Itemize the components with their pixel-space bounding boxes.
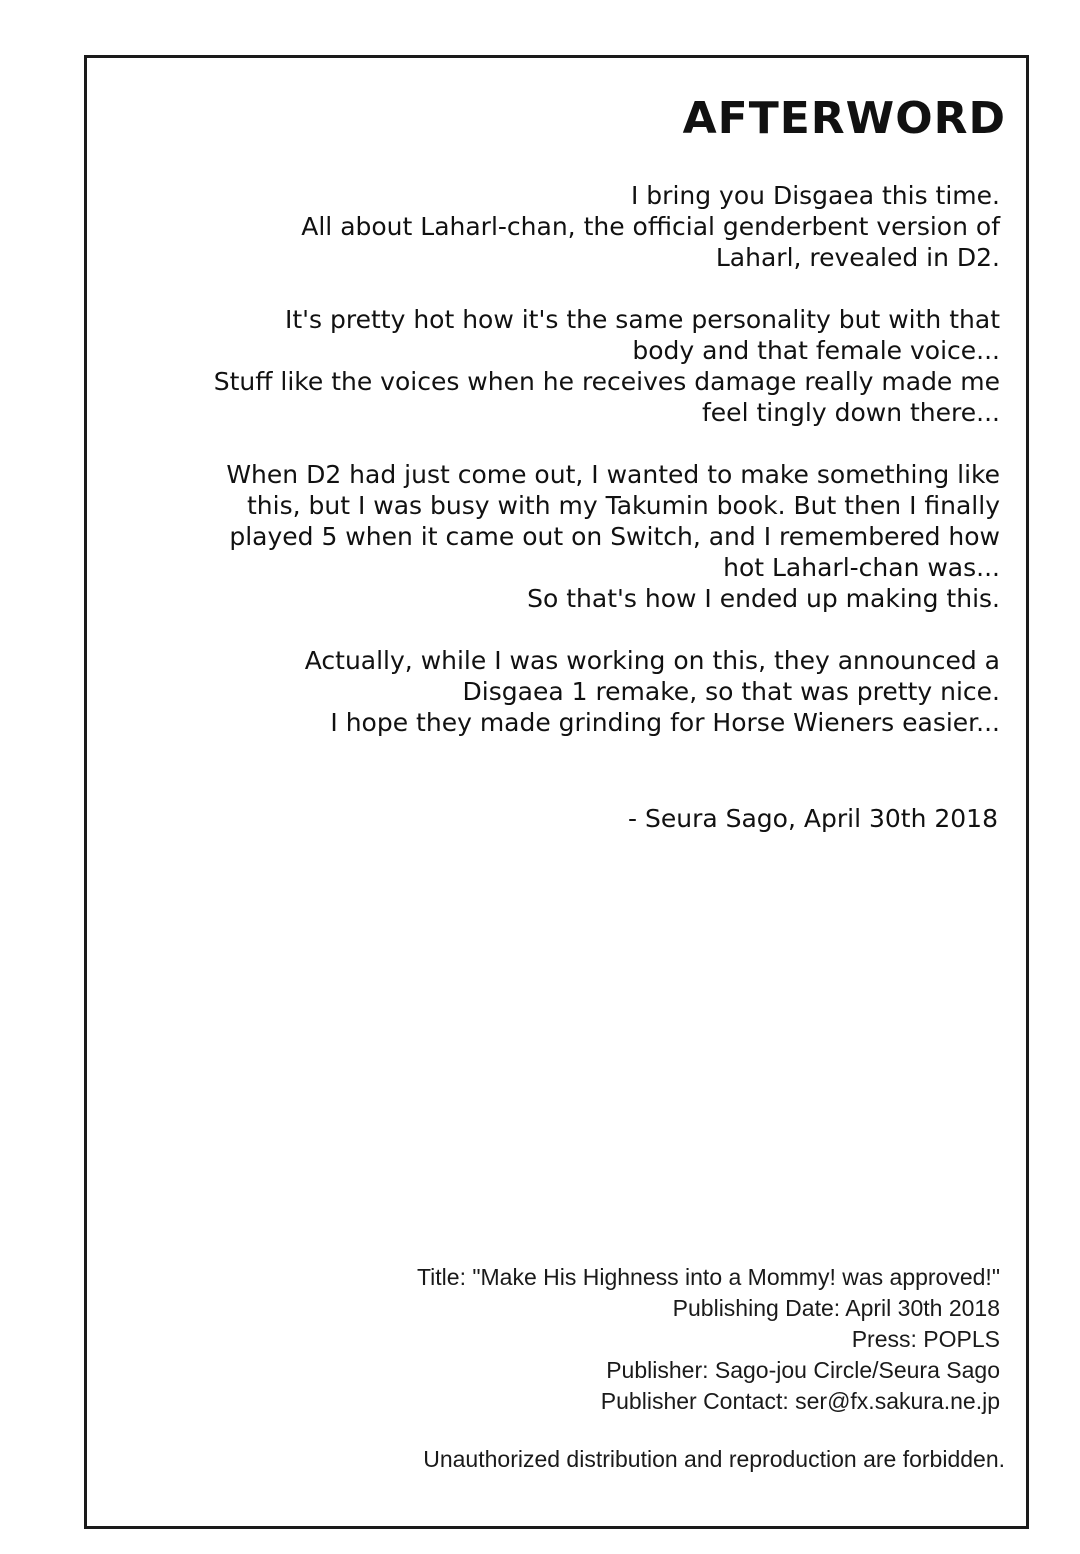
text-line: All about Laharl-chan, the official genderbent version of [301, 212, 1000, 241]
colophon-contact: Publisher Contact: ser@fx.sakura.ne.jp [600, 1388, 1000, 1414]
paragraph-3 [120, 459, 1000, 614]
text-line: It's pretty hot how it's the same personality but with that [284, 305, 1000, 334]
text-line: Laharl, revealed in D2. [715, 243, 1000, 272]
colophon-publisher: Publisher: Sago-jou Circle/Seura Sago [606, 1357, 1000, 1383]
paragraph-1 [120, 180, 1000, 273]
afterword-body [120, 180, 1000, 769]
author-signature: - Seura Sago, April 30th 2018 [628, 804, 998, 833]
colophon-publishing-date: Publishing Date: April 30th 2018 [672, 1295, 1000, 1321]
text-line: hot Laharl-chan was... [723, 553, 1000, 582]
copyright-notice: Unauthorized distribution and reproduction are forbidden. [423, 1446, 1005, 1472]
text-line: I bring you Disgaea this time. [630, 181, 1000, 210]
colophon-title: Title: "Make His Highness into a Mommy! was approved!" [416, 1264, 1000, 1290]
text-line: feel tingly down there... [702, 398, 1000, 427]
text-line: this, but I was busy with my Takumin book. But then I finally [246, 491, 1000, 520]
text-line: So that's how I ended up making this. [527, 584, 1000, 613]
text-line: Actually, while I was working on this, they announced a [304, 646, 1000, 675]
text-line: When D2 had just come out, I wanted to make something like [226, 460, 1000, 489]
colophon [417, 1262, 1000, 1417]
text-line: played 5 when it came out on Switch, and I remembered how [229, 522, 1000, 551]
paragraph-4 [120, 645, 1000, 738]
text-line: Stuff like the voices when he receives damage really made me [213, 367, 1000, 396]
text-line: body and that female voice... [632, 336, 1000, 365]
afterword-heading: AFTERWORD [682, 93, 1006, 144]
text-line: I hope they made grinding for Horse Wieners easier... [330, 708, 1000, 737]
paragraph-2 [120, 304, 1000, 428]
text-line: Disgaea 1 remake, so that was pretty nice. [462, 677, 1000, 706]
colophon-press: Press: POPLS [851, 1326, 1000, 1352]
